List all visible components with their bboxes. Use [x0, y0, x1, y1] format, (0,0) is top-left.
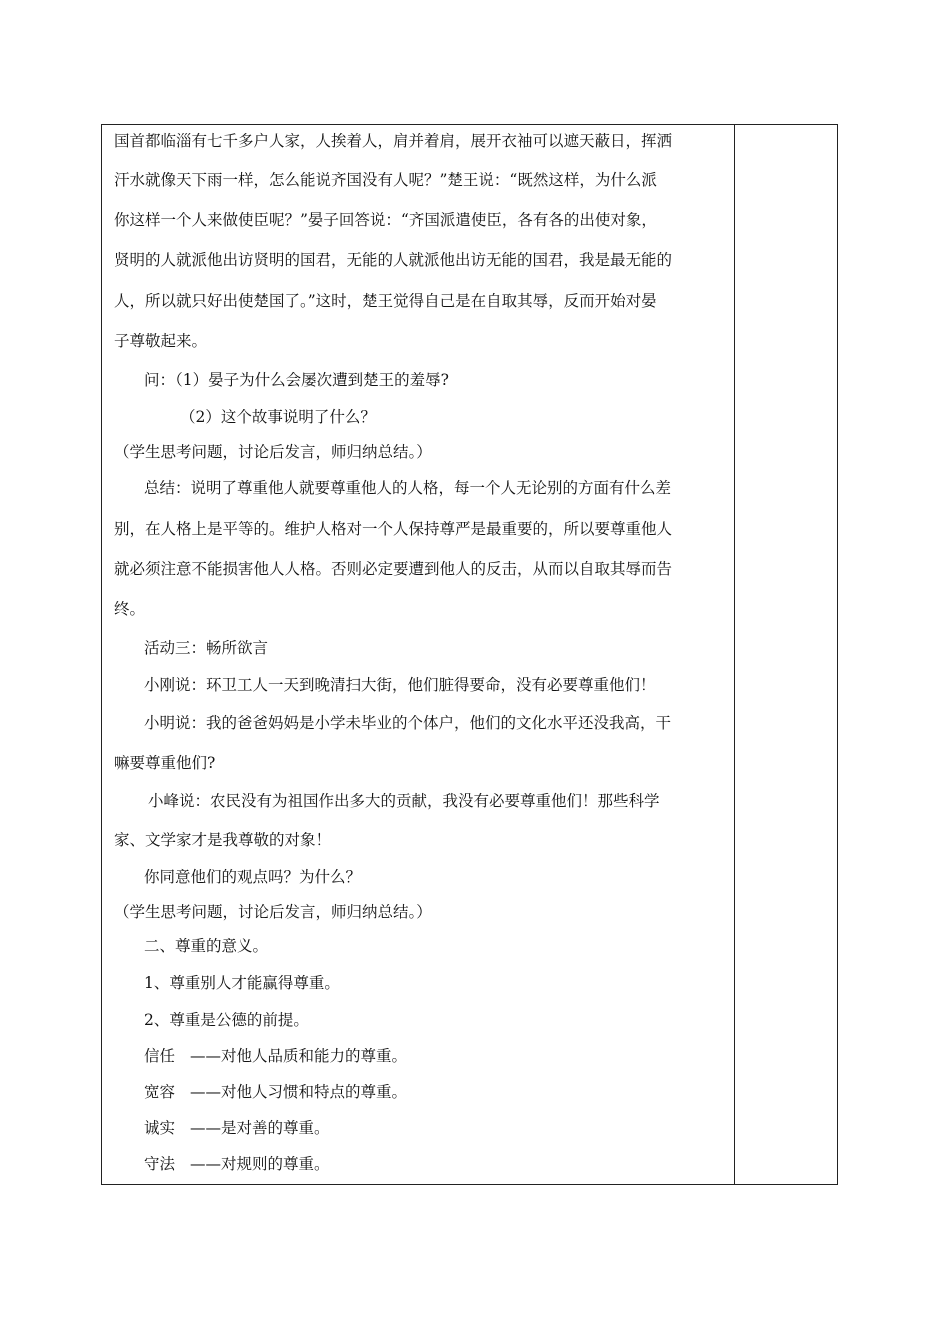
point-2: 2、尊重是公德的前提。: [144, 1011, 309, 1029]
virtue-desc: ——对规则的尊重。: [190, 1155, 330, 1173]
notes-cell: [735, 125, 837, 1184]
content-cell: [102, 125, 734, 1184]
summary-line: 总结：说明了尊重他人就要尊重他人的人格，每一个人无论别的方面有什么差: [144, 479, 672, 497]
text-line: 国首都临淄有七千多户人家，人挨着人，肩并着肩，展开衣袖可以遮天蔽日，挥洒: [114, 132, 673, 150]
question-2: （2）这个故事说明了什么？: [180, 408, 376, 426]
question-1: 问：（1）晏子为什么会屡次遭到楚王的羞辱?: [144, 371, 449, 389]
virtue-row: [144, 1154, 330, 1174]
instruction-note: （学生思考问题，讨论后发言，师归纳总结。）: [114, 903, 432, 921]
virtue-term: 诚实: [144, 1119, 176, 1137]
student-quote: 小峰说：农民没有为祖国作出多大的贡献，我没有必要尊重他们！那些科学: [148, 792, 660, 810]
text-line: 终。: [114, 600, 146, 618]
text-line: 贤明的人就派他出访贤明的国君，无能的人就派他出访无能的国君，我是最无能的: [114, 251, 673, 269]
virtue-row: [144, 1118, 330, 1138]
text-line: 你这样一个人来做使臣呢？”晏子回答说：“齐国派遣使臣，各有各的出使对象，: [114, 211, 657, 229]
virtue-term: 守法: [144, 1155, 176, 1173]
text-line: 就必须注意不能损害他人人格。否则必定要遭到他人的反击，从而以自取其辱而告: [114, 560, 673, 578]
virtue-desc: ——对他人习惯和特点的尊重。: [190, 1083, 408, 1101]
text-line: 汗水就像天下雨一样，怎么能说齐国没有人呢？”楚王说：“既然这样，为什么派: [114, 171, 657, 189]
virtue-row: [144, 1046, 407, 1066]
student-quote: 小明说：我的爸爸妈妈是小学未毕业的个体户，他们的文化水平还没我高，干: [144, 714, 672, 732]
student-quote: 小刚说：环卫工人一天到晚清扫大街，他们脏得要命，没有必要尊重他们！: [144, 676, 656, 694]
virtue-row: [144, 1082, 407, 1102]
text-line: 嘛要尊重他们?: [114, 754, 216, 772]
virtue-desc: ——是对善的尊重。: [190, 1119, 330, 1137]
virtue-desc: ——对他人品质和能力的尊重。: [190, 1047, 408, 1065]
virtue-term: 宽容: [144, 1083, 176, 1101]
activity-heading: 活动三：畅所欲言: [144, 639, 269, 657]
instruction-note: （学生思考问题，讨论后发言，师归纳总结。）: [114, 443, 432, 461]
discussion-question: 你同意他们的观点吗？为什么？: [144, 868, 362, 886]
lesson-table: [101, 124, 838, 1185]
text-line: 子尊敬起来。: [114, 332, 208, 350]
virtue-term: 信任: [144, 1047, 176, 1065]
text-line: 别，在人格上是平等的。维护人格对一个人保持尊严是最重要的，所以要尊重他人: [114, 520, 673, 538]
section-heading: 二、尊重的意义。: [144, 937, 269, 955]
point-1: 1、尊重别人才能赢得尊重。: [144, 974, 340, 992]
text-line: 家、文学家才是我尊敬的对象！: [114, 831, 332, 849]
text-line: 人，所以就只好出使楚国了。”这时，楚王觉得自己是在自取其辱，反而开始对晏: [114, 292, 657, 310]
